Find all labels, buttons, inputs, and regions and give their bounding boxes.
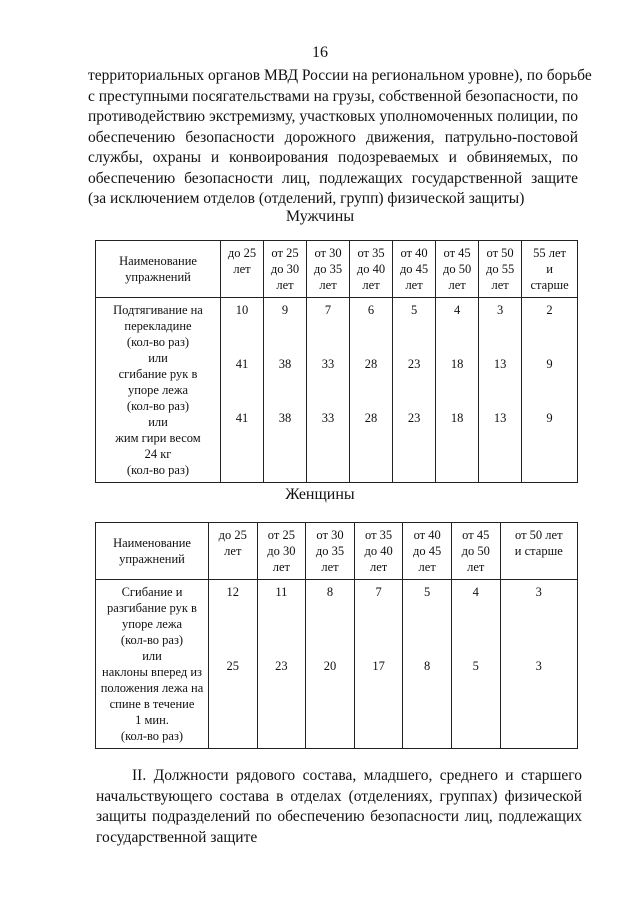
age-text: до 40: [364, 544, 393, 558]
age-text: лет: [448, 278, 466, 292]
age-text: лет: [362, 278, 380, 292]
women-norms-table: [95, 522, 578, 749]
header-text: упражнений: [119, 552, 185, 566]
men-age-header: [264, 241, 307, 298]
men-value: 7: [324, 303, 332, 317]
age-text: до 40: [356, 262, 386, 276]
exercise-line: Подтягивание на: [113, 303, 203, 317]
exercise-line: спине в течение: [109, 697, 195, 711]
women-value: 5: [472, 659, 479, 673]
men-value: 9: [546, 411, 553, 425]
age-text: до 35: [315, 544, 345, 558]
exercise-line: или: [142, 649, 162, 663]
age-text: до 45: [413, 544, 442, 558]
age-text: лет: [224, 544, 242, 558]
men-age-header: [221, 241, 264, 298]
women-value: 5: [424, 585, 431, 599]
women-value: 3: [535, 659, 542, 673]
men-value: 28: [364, 411, 378, 425]
exercise-line: жим гири весом: [115, 431, 201, 445]
men-value: 9: [281, 303, 289, 317]
age-text: от 50: [486, 246, 514, 260]
age-text: до 25: [227, 246, 257, 260]
age-text: от 45: [462, 528, 490, 542]
men-value: 18: [450, 357, 464, 371]
men-age-header: [436, 241, 479, 298]
men-value: 23: [407, 411, 421, 425]
age-text: от 40: [413, 528, 441, 542]
exercise-line: упоре лежа: [127, 383, 189, 397]
men-value: 41: [235, 357, 249, 371]
exercise-line: перекладине: [124, 319, 192, 333]
women-value-column: [257, 580, 306, 749]
exercise-line: 24 кг: [144, 447, 172, 461]
women-value: 3: [535, 585, 542, 599]
age-text: до 55: [485, 262, 515, 276]
age-text: от 35: [357, 246, 385, 260]
men-value: 13: [493, 357, 507, 371]
age-text: и старше: [514, 544, 563, 558]
men-value: 41: [235, 411, 249, 425]
exercise-line: (кол-во раз): [120, 729, 184, 743]
women-header-row: [96, 523, 578, 580]
women-value-column: [306, 580, 355, 749]
page-number: 16: [312, 44, 328, 61]
exercise-line: разгибание рук в: [107, 601, 197, 615]
intro-line: службы, охраны и конвоирования подозреваемых и обвиняемых, по: [88, 149, 578, 166]
women-value-column: [500, 580, 577, 749]
women-value: 7: [375, 585, 382, 599]
intro-line: противодействию экстремизму, участковых уполномоченных полиции, по: [88, 108, 578, 125]
women-value: 25: [226, 659, 240, 673]
women-value: 4: [472, 585, 479, 599]
men-age-header: [393, 241, 436, 298]
women-header-name: [96, 523, 209, 580]
men-value: 33: [321, 411, 335, 425]
men-value: 28: [364, 357, 378, 371]
intro-line: (за исключением отделов (отделений, групп) физической защиты): [88, 190, 525, 207]
women-value: 17: [372, 659, 385, 673]
women-value: 8: [424, 659, 431, 673]
exercise-line: упоре лежа: [121, 617, 183, 631]
age-text: лет: [321, 560, 339, 574]
women-value: 8: [326, 585, 334, 599]
men-value: 13: [493, 411, 507, 425]
men-age-header: [350, 241, 393, 298]
intro-line: с преступными посягательствами на грузы, собственной безопасности, по: [88, 87, 579, 105]
men-norms-table: [95, 240, 578, 483]
exercise-line: (кол-во раз): [126, 399, 190, 413]
men-value-column: [307, 298, 350, 483]
men-value-column: [264, 298, 307, 483]
women-value-column: [403, 580, 452, 749]
age-text: до 30: [270, 262, 300, 276]
women-age-header: [451, 523, 500, 580]
intro-paragraph: [88, 66, 592, 210]
age-text: от 25: [267, 528, 295, 542]
footer-line: государственной защите: [96, 828, 258, 846]
men-section-title: Мужчины: [285, 208, 355, 225]
women-age-header: [209, 523, 258, 580]
men-age-header: [522, 241, 578, 298]
women-value: 23: [275, 659, 288, 673]
footer-line: II. Должности рядового состава, младшего, среднего и старшего: [132, 767, 582, 784]
women-value-column: [451, 580, 500, 749]
footer-line: начальствующего состава в отделах (отделениях, группах) физической: [96, 787, 582, 805]
women-value: 20: [323, 659, 337, 673]
women-data-row: [96, 580, 578, 749]
men-value-column: [393, 298, 436, 483]
age-text: от 50 лет: [515, 528, 563, 542]
men-exercise-name: [96, 298, 221, 483]
exercise-line: (кол-во раз): [126, 463, 190, 477]
men-value-column: [522, 298, 578, 483]
men-age-header: [307, 241, 350, 298]
women-value: 12: [226, 585, 240, 599]
age-text: старше: [530, 278, 569, 292]
exercise-line: 1 мин.: [135, 713, 169, 727]
age-text: до 50: [442, 262, 472, 276]
age-text: до 45: [399, 262, 429, 276]
age-text: лет: [491, 278, 509, 292]
age-text: лет: [405, 278, 423, 292]
women-age-header: [354, 523, 403, 580]
women-value-column: [354, 580, 403, 749]
footer-line: защиты подразделений по обеспечению безопасности лиц, подлежащих: [96, 808, 582, 825]
men-value: 38: [278, 357, 292, 371]
women-age-header: [403, 523, 452, 580]
header-text: Наименование: [119, 254, 197, 268]
men-value: 38: [278, 411, 292, 425]
age-text: от 30: [314, 246, 342, 260]
age-text: от 40: [400, 246, 428, 260]
age-text: лет: [467, 560, 485, 574]
age-text: лет: [276, 278, 294, 292]
men-value: 33: [321, 357, 335, 371]
exercise-line: сгибание рук в: [118, 367, 198, 381]
men-value-column: [350, 298, 393, 483]
exercise-line: Сгибание и: [121, 585, 183, 599]
exercise-line: или: [148, 351, 168, 365]
exercise-line: (кол-во раз): [120, 633, 184, 647]
age-text: от 25: [271, 246, 299, 260]
men-value: 5: [410, 303, 418, 317]
men-value: 10: [235, 303, 249, 317]
men-value: 9: [546, 357, 553, 371]
age-text: от 45: [443, 246, 471, 260]
exercise-line: или: [148, 415, 168, 429]
men-value-column: [436, 298, 479, 483]
intro-line: обеспечению безопасности дорожного движения, патрульно-постовой: [88, 128, 578, 146]
women-section-title: Женщины: [285, 486, 355, 503]
age-text: лет: [319, 278, 337, 292]
age-text: до 35: [313, 262, 343, 276]
age-text: до 50: [461, 544, 490, 558]
men-value: 4: [453, 303, 461, 317]
age-text: от 35: [364, 528, 393, 542]
women-value-column: [209, 580, 258, 749]
women-age-header: [306, 523, 355, 580]
men-age-header: [479, 241, 522, 298]
age-text: лет: [272, 560, 291, 574]
women-age-header: [257, 523, 306, 580]
intro-line: обеспечению безопасности лиц, подлежащих государственной защите: [88, 169, 578, 187]
men-value: 2: [546, 303, 553, 317]
exercise-line: (кол-во раз): [126, 335, 190, 349]
age-text: лет: [418, 560, 436, 574]
women-value: 11: [275, 585, 288, 599]
men-value: 3: [496, 303, 504, 317]
exercise-line: наклоны вперед из: [102, 665, 202, 679]
men-value: 23: [407, 357, 421, 371]
section-heading-paragraph: [96, 766, 582, 848]
men-value: 6: [367, 303, 375, 317]
header-text: Наименование: [113, 536, 191, 550]
age-text: от 30: [316, 528, 344, 542]
men-value-column: [479, 298, 522, 483]
men-value: 18: [450, 411, 464, 425]
men-data-row: [96, 298, 578, 483]
intro-line: территориальных органов МВД России на региональном уровне), по борьбе: [88, 67, 592, 84]
men-header-name: [96, 241, 221, 298]
age-text: до 25: [218, 528, 247, 542]
header-text: упражнений: [125, 270, 191, 284]
age-text: 55 лет: [533, 246, 566, 260]
women-exercise-name: [96, 580, 209, 749]
men-value-column: [221, 298, 264, 483]
age-text: лет: [369, 560, 388, 574]
men-header-row: [96, 241, 578, 298]
exercise-line: положения лежа на: [100, 681, 204, 695]
age-text: и: [546, 262, 553, 276]
age-text: лет: [233, 262, 251, 276]
age-text: до 30: [267, 544, 296, 558]
women-age-header: [500, 523, 577, 580]
